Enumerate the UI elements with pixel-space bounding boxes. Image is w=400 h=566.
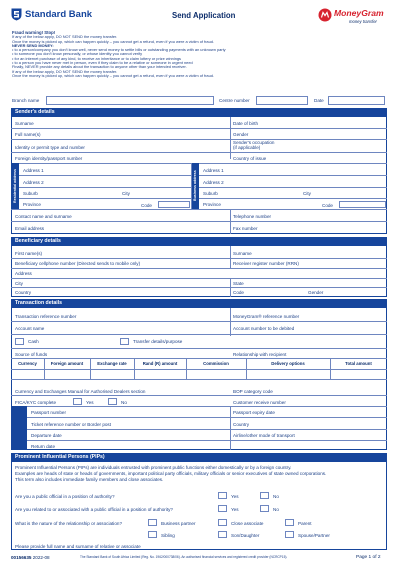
column-header: Exchange rate <box>97 361 127 366</box>
beneficiary-city-label: City <box>15 281 23 286</box>
travel-tab: To be used for travel <box>11 406 27 450</box>
centre-number-field[interactable] <box>256 96 308 105</box>
warning-line: • to a person/company you don't know well, never send money to settle bills or outstanding payments with an unknown party <box>12 47 226 53</box>
warning-line: Finally, NEVER provide any details about the transaction to anyone other than your intended receiver. <box>12 64 187 70</box>
column-header: Currency <box>18 361 37 366</box>
business-partner-label: Business partner <box>161 521 196 526</box>
surname-label: Surname <box>15 121 34 126</box>
account-debit-label: Account number to be debited <box>233 326 295 331</box>
res-suburb-label: Suburb <box>23 191 38 196</box>
shield-icon <box>11 8 22 21</box>
moneygram-tagline: money transfer <box>349 19 377 24</box>
sender-heading: Sender's details <box>11 108 387 117</box>
page-number: Page 1 of 2 <box>356 555 381 560</box>
departure-label: Departure date <box>31 433 62 438</box>
res-address2-label: Address 2 <box>23 180 44 185</box>
beneficiary-address-label: Address <box>15 271 32 276</box>
travel-country-label: Country <box>233 422 250 427</box>
contact-name-label: Contact name and surname <box>15 214 72 219</box>
pip-question-4: Please provide full name and surname of relative or associate <box>15 544 141 549</box>
transaction-ref-label: Transaction reference number <box>15 314 77 319</box>
pip-question-2: Are you related to or associated with a public official in a position of authority? <box>15 507 173 512</box>
full-names-label: Full name(s) <box>15 132 41 137</box>
res-code-field[interactable] <box>158 201 190 208</box>
pip-description: Prominent Influential Persons (PIPs) are individuals entrusted with prominent public functions either domestically or by a foreign country. <box>15 465 292 470</box>
relationship-label: Relationship with recipient <box>233 352 287 357</box>
beneficiary-surname-label: Surname <box>233 251 252 256</box>
moneygram-globe-icon <box>318 8 332 22</box>
res-province-label: Province <box>23 202 41 207</box>
q1-yes-label: Yes <box>231 494 239 499</box>
page-title: Send Application <box>172 11 236 20</box>
q1-no-checkbox[interactable] <box>260 492 269 499</box>
bus-code-label: Code <box>322 203 333 208</box>
form-version: 2022-08 <box>32 555 50 560</box>
customer-receive-label: Customer receive number <box>233 400 286 405</box>
warning-line: If any of the below apply, DO NOT SEND the money transfer. <box>12 34 118 40</box>
warning-line: NEVER SEND MONEY: <box>12 42 54 48</box>
date-field[interactable] <box>328 96 385 105</box>
sibling-label: Sibling <box>161 533 175 538</box>
res-address1-label: Address 1 <box>23 168 44 173</box>
bus-province-label: Province <box>203 202 221 207</box>
q1-yes-checkbox[interactable] <box>218 492 227 499</box>
bus-suburb-label: Suburb <box>203 191 218 196</box>
country-of-issue-label: Country of issue <box>233 156 267 161</box>
warning-line: Once the money is picked up, which can happen quickly – you cannot get a refund, even if you were a victim of fraud. <box>12 72 214 78</box>
q2-yes-checkbox[interactable] <box>218 505 227 512</box>
passport-number-label: Passport number <box>31 410 66 415</box>
fica-yes-label: Yes <box>86 400 94 405</box>
form-number: 00156635 <box>11 555 32 560</box>
moneygram-ref-label: MoneyGram® reference number <box>233 314 300 319</box>
close-associate-checkbox[interactable] <box>218 519 227 526</box>
cash-checkbox[interactable] <box>15 338 24 345</box>
moneygram-name: MoneyGram <box>334 8 384 18</box>
column-header: Delivery options <box>271 361 305 366</box>
airline-label: Airline/other mode of transport <box>233 433 295 438</box>
warning-line: If any of the below apply, DO NOT SEND the money transfer. <box>12 68 118 74</box>
warning-line: Once the money is picked up, which can happen quickly – you cannot get a refund, even if you were a victim of fraud. <box>12 38 214 44</box>
beneficiary-code-label: Code <box>233 290 244 295</box>
identity-number-label: Identity or permit type and number <box>15 145 85 150</box>
fica-label: FICA/KYC complete <box>15 400 57 405</box>
transfer-checkbox[interactable] <box>120 338 129 345</box>
fica-no-checkbox[interactable] <box>108 398 117 405</box>
column-header: Total amount <box>345 361 372 366</box>
passport-expiry-label: Passport expiry date <box>233 410 275 415</box>
close-associate-label: Close associate <box>231 521 264 526</box>
spouse-partner-checkbox[interactable] <box>285 531 294 538</box>
residential-address-tab: Residential address <box>11 163 19 209</box>
branch-name-label: Branch name <box>12 98 40 103</box>
bus-address2-label: Address 2 <box>203 180 224 185</box>
q1-no-label: No <box>273 494 279 499</box>
column-header: Foreign amount <box>50 361 84 366</box>
beneficiary-section <box>11 237 387 297</box>
business-partner-checkbox[interactable] <box>148 519 157 526</box>
date-of-birth-label: Date of birth <box>233 121 259 126</box>
spouse-partner-label: Spouse/Partner <box>298 533 330 538</box>
bus-code-field[interactable] <box>339 201 386 208</box>
fax-label: Fax number <box>233 226 258 231</box>
fica-yes-checkbox[interactable] <box>73 398 82 405</box>
column-header: Commission <box>203 361 229 366</box>
sibling-checkbox[interactable] <box>148 531 157 538</box>
beneficiary-country-label: Country <box>15 290 32 295</box>
state-label: State <box>233 281 244 286</box>
pip-question-1: Are you a public official in a position of authority? <box>15 494 115 499</box>
warning-line: • for an internet purchase of any kind, to receive an inheritance or to claim lottery or prize winnings <box>12 55 181 61</box>
source-of-funds-label: Source of funds <box>15 352 48 357</box>
transaction-heading: Transaction details <box>11 299 387 308</box>
column-header: Rand (R) amount <box>142 361 178 366</box>
ticket-label: Ticket reference number or Border post <box>31 422 112 427</box>
business-address-tab: Business address <box>191 163 199 209</box>
date-label: Date <box>314 98 324 103</box>
fraud-warning <box>12 31 226 78</box>
beneficiary-gender-label: Gender <box>308 290 324 295</box>
centre-number-label: Centre number <box>219 98 250 103</box>
first-names-label: First name(s) <box>15 251 43 256</box>
transfer-label: Transfer details/purpose <box>133 339 183 344</box>
receiver-number-label: Receiver register number (RRN) <box>233 261 299 266</box>
occupation-label: Sender's occupation (if applicable) <box>233 140 275 151</box>
warning-line: • to someone you don't know personally, or whose identity you cannot verify <box>12 51 143 57</box>
bus-city-label: City <box>303 191 311 196</box>
pip-heading: Prominent Influential Persons (PIPs) <box>11 453 387 462</box>
parent-checkbox[interactable] <box>285 519 294 526</box>
gender-label: Gender <box>233 132 249 137</box>
bus-address1-label: Address 1 <box>203 168 224 173</box>
warning-line: • to a person you have never met in person, even if they claim to be a relative or someone in urgent need <box>12 60 193 66</box>
q2-no-label: No <box>273 507 279 512</box>
branch-name-field[interactable] <box>46 96 214 105</box>
q2-no-checkbox[interactable] <box>260 505 269 512</box>
form-code <box>11 555 50 560</box>
bank-name: Standard Bank <box>25 9 93 20</box>
son-daughter-label: Son/Daughter <box>231 533 260 538</box>
fica-no-label: No <box>121 400 127 405</box>
legal-text: The Standard Bank of South Africa Limited (Reg. No. 1962/000738/06). An authorised financial services and registered credit provider (NCRCP15). <box>80 555 288 559</box>
telephone-label: Telephone number <box>233 214 272 219</box>
email-label: Email address <box>15 226 45 231</box>
warning-title: Fraud warning! Stop! <box>12 30 56 35</box>
res-code-label: Code <box>141 203 152 208</box>
account-name-label: Account name <box>15 326 45 331</box>
return-label: Return date <box>31 444 56 449</box>
bop-code-label: BOP category code <box>233 389 273 394</box>
parent-label: Parent <box>298 521 312 526</box>
passport-number-label: Foreign identity/passport number <box>15 156 83 161</box>
cash-label: Cash <box>28 339 39 344</box>
pip-question-3: What is the nature of the relationship or association? <box>15 521 122 526</box>
q2-yes-label: Yes <box>231 507 239 512</box>
pip-description: Examples are heads of state or heads of governments, important political party officials, military officials or senior executives of state owned corporations. <box>15 471 327 476</box>
manual-section-label: Currency and Exchanges Manual for Authorised Dealers section <box>15 389 146 394</box>
res-city-label: City <box>122 191 130 196</box>
cellphone-label: Beneficiary cellphone number (Directed sends to mobile only) <box>15 261 141 266</box>
pip-description: This term also includes immediate family members and close associates. <box>15 477 164 482</box>
son-daughter-checkbox[interactable] <box>218 531 227 538</box>
beneficiary-heading: Beneficiary details <box>11 237 387 246</box>
